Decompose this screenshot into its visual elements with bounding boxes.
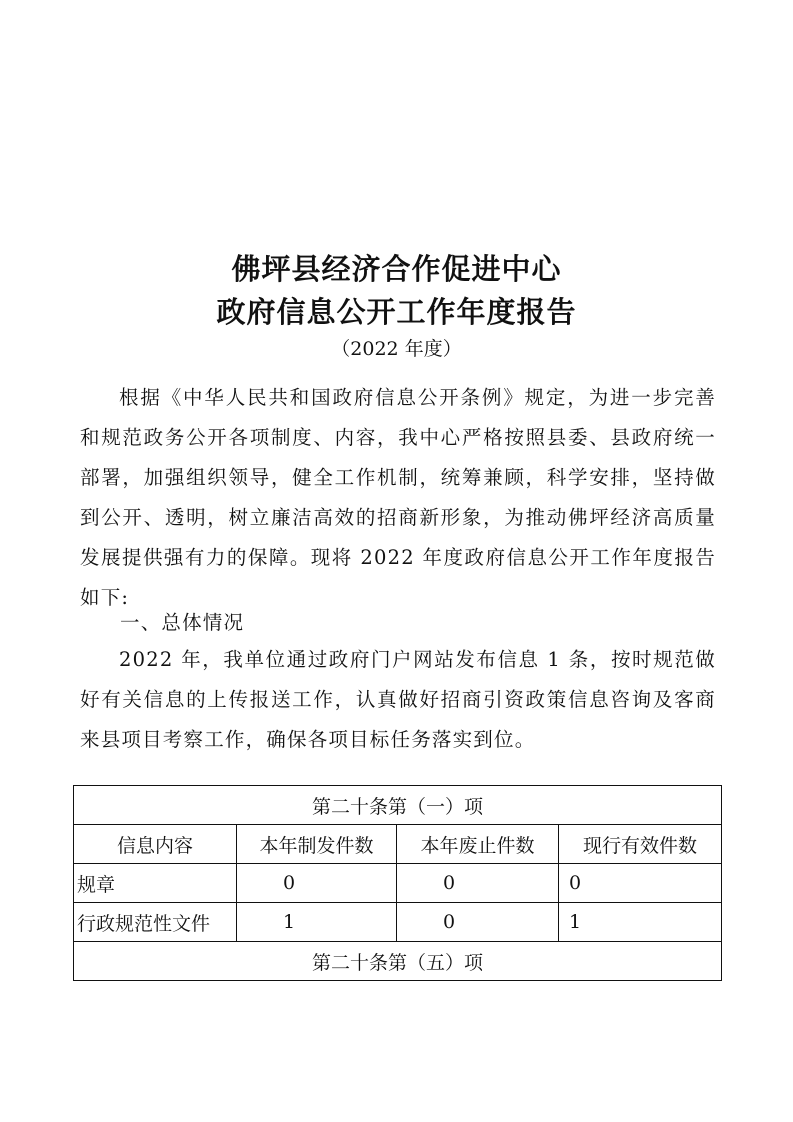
report-year: （2022 年度）: [331, 338, 462, 360]
table-header-row: [74, 825, 722, 864]
table-row: [74, 864, 722, 903]
table-cell: 1: [559, 903, 722, 942]
row-label: 规章: [74, 864, 237, 903]
table-section-row: [74, 786, 722, 825]
row-label: 行政规范性文件: [74, 903, 237, 942]
info-table: [73, 785, 722, 981]
report-title-line1: 佛坪县经济合作促进中心: [231, 252, 562, 286]
table-cell: 0: [237, 864, 397, 903]
table-section-row: [74, 942, 722, 981]
section-heading-overview: 一、总体情况: [120, 611, 245, 634]
table-section-title: 第二十条第（一）项: [74, 786, 722, 825]
column-header: 现行有效件数: [559, 825, 722, 864]
table-section-title: 第二十条第（五）项: [74, 942, 722, 981]
column-header: 本年废止件数: [397, 825, 559, 864]
overview-paragraph: 2022 年，我单位通过政府门户网站发布信息 1 条，按时规范做好有关信息的上传报送工作，认真做好招商引资政策信息咨询及客商来县项目考察工作，确保各项目标任务落实到位。: [80, 648, 716, 751]
column-header: 本年制发件数: [237, 825, 397, 864]
intro-paragraph: 根据《中华人民共和国政府信息公开条例》规定，为进一步完善和规范政务公开各项制度、内容，我中心严格按照县委、县政府统一部署，加强组织领导，健全工作机制，统筹兼顾，科学安排，坚持做到公开、透明，树立廉洁高效的招商新形象，为推动佛坪经济高质量发展提供强有力的保障。现将 2022 年度政府信息公开工作年度报告如下:: [80, 386, 716, 609]
table-cell: 1: [237, 903, 397, 942]
table-row: [74, 903, 722, 942]
report-title-line2: 政府信息公开工作年度报告: [216, 295, 577, 329]
column-header: 信息内容: [74, 825, 237, 864]
table-cell: 0: [559, 864, 722, 903]
table-cell: 0: [397, 864, 559, 903]
table-cell: 0: [397, 903, 559, 942]
